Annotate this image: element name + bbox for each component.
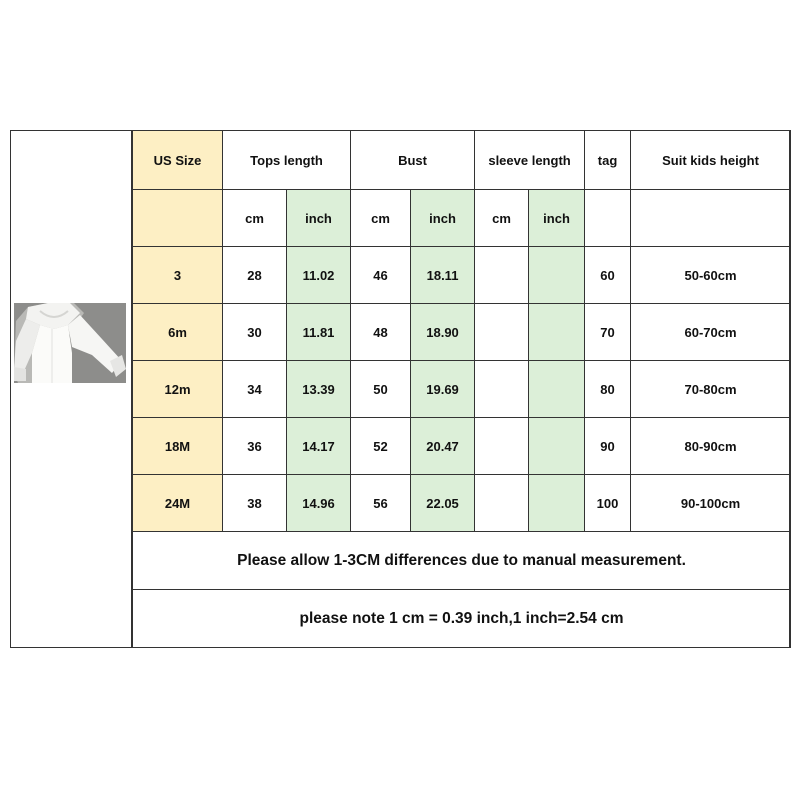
- tops-cm-cell: 30: [223, 304, 287, 361]
- bust-inch-cell: 18.11: [411, 247, 475, 304]
- bust-inch-cell: 20.47: [411, 418, 475, 475]
- size-cell: 18M: [133, 418, 223, 475]
- sleeve-length-header: sleeve length: [475, 131, 585, 190]
- height-cell: 70-80cm: [631, 361, 791, 418]
- bust-cm-cell: 56: [351, 475, 411, 532]
- height-cell: 50-60cm: [631, 247, 791, 304]
- tops-inch-cell: 14.96: [287, 475, 351, 532]
- size-cell: 6m: [133, 304, 223, 361]
- tag-header: tag: [585, 131, 631, 190]
- tag-cell: 100: [585, 475, 631, 532]
- height-cell: 80-90cm: [631, 418, 791, 475]
- size-cell: 24M: [133, 475, 223, 532]
- outer-frame: [10, 130, 790, 648]
- kids-height-header: Suit kids height: [631, 131, 791, 190]
- tops-length-header: Tops length: [223, 131, 351, 190]
- tops-inch-cell: 13.39: [287, 361, 351, 418]
- bust-cm-cell: 50: [351, 361, 411, 418]
- height-cell: 60-70cm: [631, 304, 791, 361]
- bust-cm-cell: 52: [351, 418, 411, 475]
- bust-cm-cell: 46: [351, 247, 411, 304]
- tops-cm-cell: 36: [223, 418, 287, 475]
- height-cell: 90-100cm: [631, 475, 791, 532]
- bust-inch-cell: 22.05: [411, 475, 475, 532]
- tops-inch-cell: 11.81: [287, 304, 351, 361]
- tops-cm-cell: 38: [223, 475, 287, 532]
- unit-cell: cm: [223, 190, 287, 247]
- tag-cell: 70: [585, 304, 631, 361]
- tag-cell: 80: [585, 361, 631, 418]
- tag-cell: 90: [585, 418, 631, 475]
- tops-cm-cell: 34: [223, 361, 287, 418]
- tops-cm-cell: 28: [223, 247, 287, 304]
- tops-inch-cell: 14.17: [287, 418, 351, 475]
- bust-inch-cell: 19.69: [411, 361, 475, 418]
- unit-cell: cm: [475, 190, 529, 247]
- us-size-header: US Size: [133, 131, 223, 190]
- measurement-note: Please allow 1-3CM differences due to manual measurement.: [133, 532, 791, 590]
- unit-cell: inch: [411, 190, 475, 247]
- unit-cell: cm: [351, 190, 411, 247]
- unit-cell: inch: [529, 190, 585, 247]
- conversion-note: please note 1 cm = 0.39 inch,1 inch=2.54 cm: [133, 590, 791, 648]
- tops-inch-cell: 11.02: [287, 247, 351, 304]
- bust-cm-cell: 48: [351, 304, 411, 361]
- bust-header: Bust: [351, 131, 475, 190]
- size-cell: 12m: [133, 361, 223, 418]
- size-cell: 3: [133, 247, 223, 304]
- bust-inch-cell: 18.90: [411, 304, 475, 361]
- tag-cell: 60: [585, 247, 631, 304]
- unit-cell: inch: [287, 190, 351, 247]
